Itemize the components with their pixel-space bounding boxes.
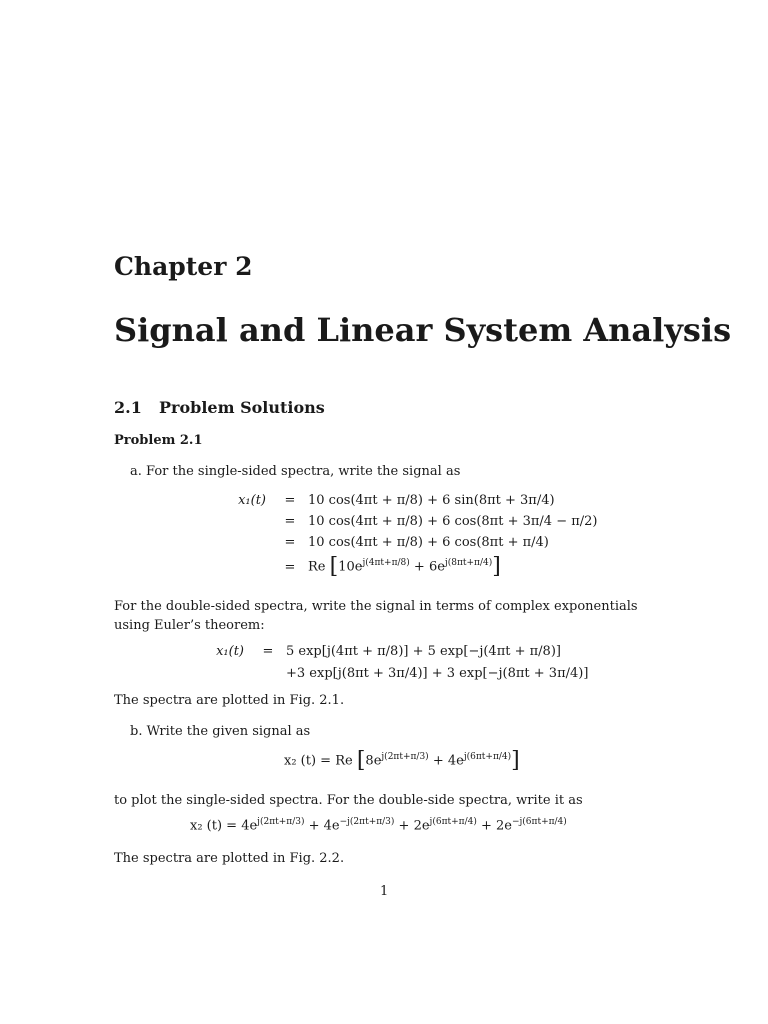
equation-x1-double-sided — [204, 640, 588, 684]
equation-lhs: x₂ (t) = Re — [284, 753, 353, 769]
double-sided-intro: For the double-sided spectra, write the signal in terms of complex exponentials using Euler’s theorem: — [114, 599, 638, 633]
chapter-title: Signal and Linear System Analysis — [114, 311, 732, 349]
equation-line-3: 10 cos(4πt + π/8) + 6 cos(8πt + π/4) — [308, 535, 549, 550]
equation-line-1: 5 exp[j(4πt + π/8)] + 5 exp[−j(4πt + π/8)] — [286, 643, 561, 659]
equation-equals: = — [284, 559, 296, 575]
left-bracket: [ — [329, 554, 339, 579]
equation-line-1: 10 cos(4πt + π/8) + 6 sin(8πt + 3π/4) — [308, 493, 555, 508]
term-coefficient: 4e — [241, 818, 258, 834]
section-number: 2.1 — [114, 398, 142, 417]
problem-title: Problem 2.1 — [114, 433, 203, 448]
term-exponent: −j(6πt+π/4) — [511, 817, 567, 827]
equation-equals: = — [262, 643, 274, 659]
term-coefficient: 6e — [428, 559, 445, 575]
equation-equals: = — [284, 493, 296, 508]
equation-lhs: x₁(t) — [216, 643, 244, 659]
term-exponent: j(2πt+π/3) — [381, 752, 429, 763]
spectra-note-fig-2-2: The spectra are plotted in Fig. 2.2. — [114, 851, 345, 866]
plus-sign: + — [413, 559, 425, 575]
equation-line-2: 10 cos(4πt + π/8) + 6 cos(8πt + 3π/4 − π/2) — [308, 514, 598, 529]
equation-x1-single-sided — [226, 490, 598, 581]
right-bracket: ] — [492, 554, 501, 579]
term-coefficient: + 2e — [476, 818, 512, 834]
term-coefficient: + 4e — [304, 818, 340, 834]
term-exponent: j(8πt+π/4) — [444, 558, 493, 569]
equation-x2-double-sided — [190, 817, 567, 833]
equation-lhs: x₂ (t) = — [190, 818, 242, 834]
equation-x2-single-sided — [284, 750, 520, 772]
chapter-label: Chapter 2 — [114, 252, 253, 281]
term-coefficient: + 2e — [394, 818, 430, 834]
right-bracket: ] — [511, 748, 520, 773]
equation-line-2: +3 exp[j(8πt + 3π/4)] + 3 exp[−j(8πt + 3π/4)] — [286, 665, 589, 681]
plus-sign: + — [432, 753, 444, 769]
re-operator: Re — [308, 559, 326, 575]
equation-lhs: x₁(t) — [238, 493, 266, 508]
term-coefficient: 4e — [447, 753, 464, 769]
page-number: 1 — [380, 884, 389, 899]
term-exponent: −j(2πt+π/3) — [339, 817, 395, 827]
term-exponent: j(6πt+π/4) — [463, 752, 512, 763]
part-b-intro: b. Write the given signal as — [130, 724, 311, 739]
term-exponent: j(6πt+π/4) — [429, 817, 477, 827]
section-title: Problem Solutions — [159, 398, 325, 417]
part-a-intro: a. For the single-sided spectra, write the signal as — [130, 464, 461, 479]
single-sided-note: to plot the single-sided spectra. For the double-side spectra, write it as — [114, 793, 583, 808]
left-bracket: [ — [356, 748, 366, 773]
spectra-note-fig-2-1: The spectra are plotted in Fig. 2.1. — [114, 693, 345, 708]
term-exponent: j(4πt+π/8) — [362, 558, 410, 569]
term-exponent: j(2πt+π/3) — [257, 817, 305, 827]
section-heading — [114, 398, 325, 417]
equation-line-4 — [302, 553, 598, 581]
term-coefficient: 10e — [338, 559, 363, 575]
equation-equals: = — [284, 535, 296, 550]
equation-equals: = — [284, 514, 296, 529]
term-coefficient: 8e — [365, 753, 382, 769]
